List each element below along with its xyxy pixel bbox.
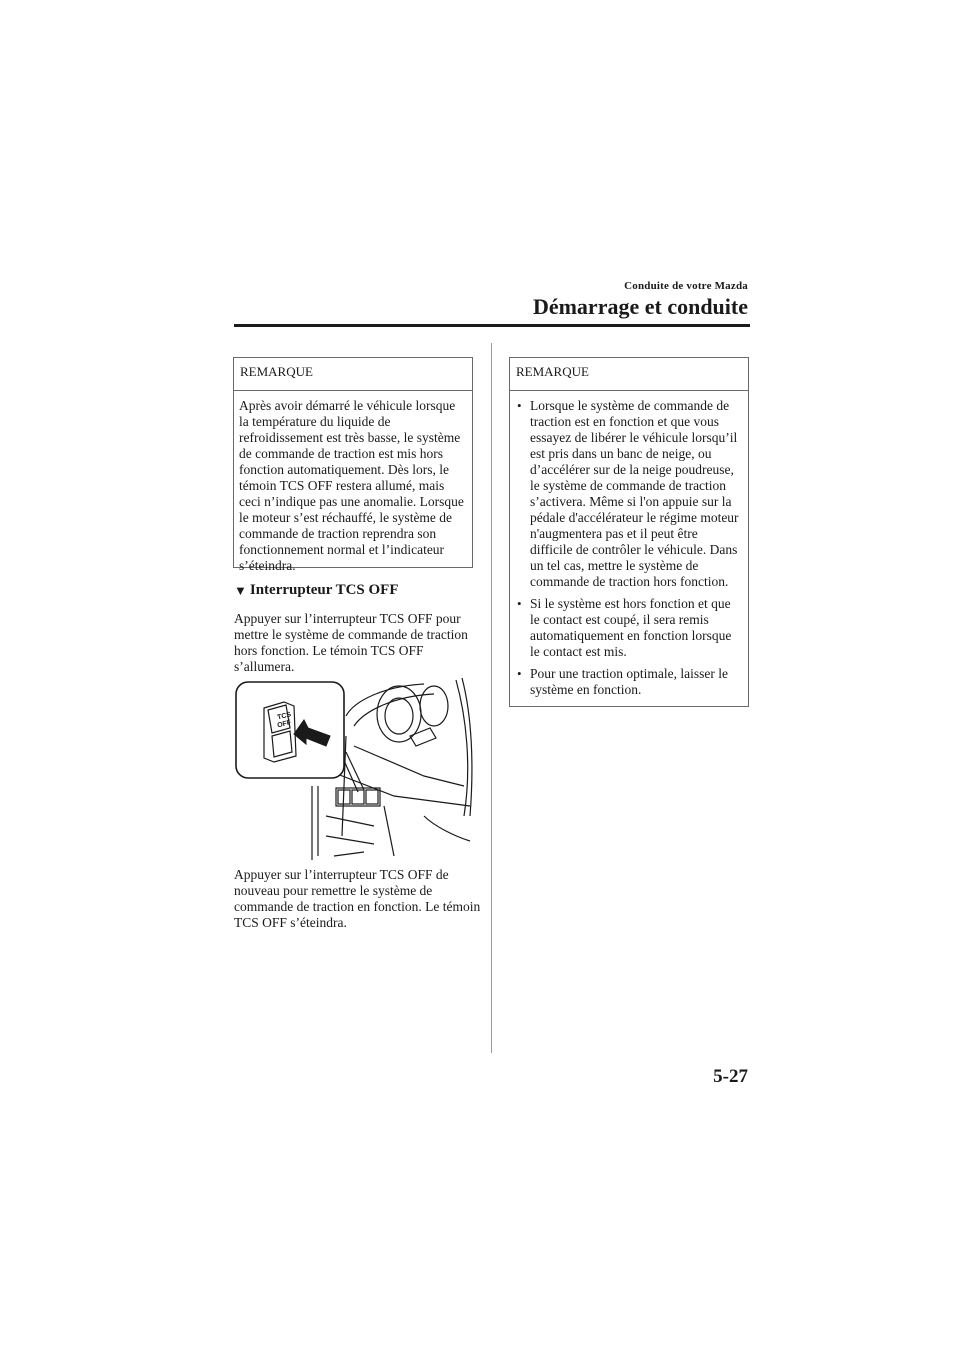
note-bullet-list (515, 398, 742, 698)
bullet-icon: • (517, 596, 522, 611)
paragraph-turn-on: Appuyer sur l’interrupteur TCS OFF de nouveau pour remettre le système de commande de traction en fonction. Le témoin TCS OFF s’éteindra. (234, 867, 481, 930)
note-heading: REMARQUE (516, 364, 589, 379)
note-body (510, 391, 748, 710)
column-divider (491, 343, 492, 1053)
list-item: • Pour une traction optimale, laisser le système en fonction. (517, 666, 728, 697)
list-item: • Lorsque le système de commande de traction est en fonction et que vous essayez de libérer le véhicule lorsqu’il est pris dans un banc de neige, ou d’accélérer sur de la neige poudreuse, le système de commande de traction s’activera. Même si l'on appuie sur la pédale d'accélérateur le régime moteur n'augmentera pas et il peut être difficile de contrôler le véhicule. Dans un tel cas, mettre le système de commande de traction hors fonction. (517, 398, 739, 589)
note-heading: REMARQUE (240, 364, 313, 379)
note-box-left (233, 357, 473, 573)
header-rule (234, 324, 750, 327)
chapter-subtitle: Conduite de votre Mazda (624, 280, 748, 292)
note-text: Après avoir démarré le véhicule lorsque la température du liquide de refroidissement est très basse, le système de commande de traction est mis hors fonction automatiquement. Dès lors, le témoin TCS OFF restera allumé, mais ceci n’indique pas une anomalie. Lorsque le moteur s’est réchauffé, le système de commande de traction reprendra son fonctionnement normal et l’indicateur s’éteindra. (239, 398, 464, 573)
switch-label-tcs: TCS (276, 711, 292, 722)
section-heading (234, 582, 399, 599)
chapter-title: Démarrage et conduite (532, 294, 748, 319)
tcs-switch-illustration (234, 676, 474, 860)
paragraph-turn-off: Appuyer sur l’interrupteur TCS OFF pour mettre le système de commande de traction hors fonction. Le témoin TCS OFF s’allumera. (234, 611, 468, 674)
bullet-icon: • (517, 666, 522, 681)
list-item: • Si le système est hors fonction et que le contact est coupé, il sera remis automatiquement en fonction lorsque le contact est mis. (517, 596, 732, 659)
switch-label-off: OFF (276, 719, 292, 730)
page-number: 5-27 (713, 1066, 748, 1087)
section-title: Interrupteur TCS OFF (249, 582, 399, 598)
note-body (234, 391, 472, 580)
note-box-right (509, 357, 749, 707)
bullet-icon: • (517, 398, 522, 413)
triangle-marker-icon: ▼ (234, 582, 247, 598)
